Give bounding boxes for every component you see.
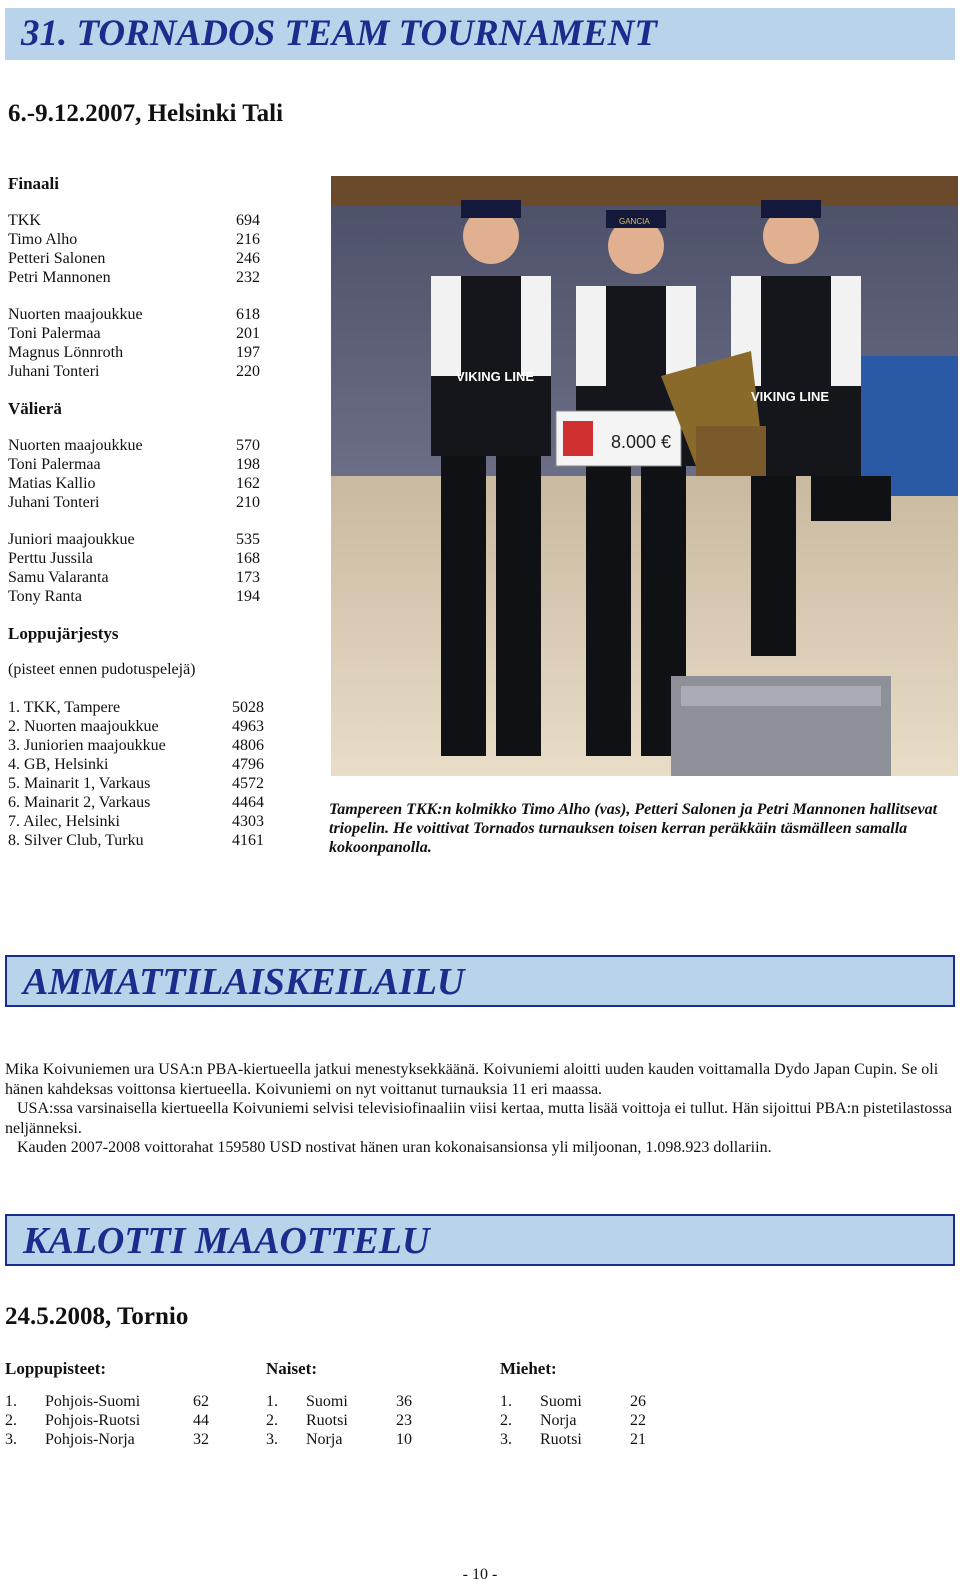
- photo-caption: Tampereen TKK:n kolmikko Timo Alho (vas), Petteri Salonen ja Petri Mannonen hallitsevat triopelin. He voittivat Tornados turnauksen toisen kerran peräkkäin täsmälleen samalla kokoonpanolla.: [329, 801, 938, 856]
- pro-banner: [5, 955, 955, 1007]
- final-heading: Finaali: [8, 174, 60, 193]
- rank: 2.: [5, 1412, 17, 1429]
- page-number: - 10 -: [462, 1566, 498, 1583]
- column-heading: Miehet:: [500, 1359, 557, 1378]
- tournament-banner: [5, 8, 955, 60]
- points: 62: [193, 1393, 209, 1410]
- player-score: 194: [236, 588, 260, 605]
- standings-team: 6. Mainarit 2, Varkaus: [8, 794, 151, 811]
- sign-text: 8.000 €: [611, 432, 672, 452]
- player-name: Toni Palermaa: [8, 325, 101, 342]
- kalotti-banner: [5, 1214, 955, 1266]
- standings-team: 8. Silver Club, Turku: [8, 832, 144, 849]
- column-heading: Loppupisteet:: [5, 1359, 107, 1378]
- rank: 3.: [5, 1431, 17, 1448]
- team: Ruotsi: [540, 1431, 582, 1448]
- pro-article: [5, 1060, 955, 1158]
- standings-team: 2. Nuorten maajoukkue: [8, 718, 159, 735]
- player-name: Magnus Lönnroth: [8, 344, 124, 361]
- team-name: Nuorten maajoukkue: [8, 437, 143, 454]
- player-name: Perttu Jussila: [8, 550, 93, 567]
- standings-score: 4963: [232, 718, 264, 735]
- team-total: 535: [236, 531, 260, 548]
- column-heading: Naiset:: [266, 1359, 317, 1378]
- team-total: 618: [236, 306, 260, 323]
- kalotti-title: KALOTTI MAAOTTELU: [23, 1220, 430, 1262]
- pro-paragraph: USA:ssa varsinaisella kiertueella Koivuniemi selvisi televisiofinaaliin viisi kertaa, mutta lisää voittoja ei tullut. Hän sijoittui PBA:n pistetilastossa neljänneksi.: [5, 1100, 952, 1137]
- team-total: 570: [236, 437, 260, 454]
- shirt-text-right: VIKING LINE: [751, 389, 830, 404]
- rank: 1.: [500, 1393, 512, 1410]
- player-name: Timo Alho: [8, 231, 78, 248]
- rank: 3.: [266, 1431, 278, 1448]
- player-score: 220: [236, 363, 260, 380]
- standings-score: 4464: [232, 794, 264, 811]
- team: Pohjois-Ruotsi: [45, 1412, 141, 1429]
- points: 26: [630, 1393, 646, 1410]
- standings-heading: Loppujärjestys: [8, 624, 119, 643]
- player-score: 232: [236, 269, 260, 286]
- team: Ruotsi: [306, 1412, 348, 1429]
- standings-team: 1. TKK, Tampere: [8, 699, 121, 716]
- points: 36: [396, 1393, 412, 1410]
- team: Pohjois-Norja: [45, 1431, 135, 1448]
- rank: 3.: [500, 1431, 512, 1448]
- points: 21: [630, 1431, 646, 1448]
- standings-score: 4303: [232, 813, 264, 830]
- standings-team: 4. GB, Helsinki: [8, 756, 109, 773]
- points: 44: [193, 1412, 209, 1429]
- player-score: 198: [236, 456, 260, 473]
- tournament-title: 31. TORNADOS TEAM TOURNAMENT: [21, 13, 657, 54]
- team: Norja: [540, 1412, 577, 1429]
- player-name: Matias Kallio: [8, 475, 96, 492]
- player-score: 168: [236, 550, 260, 567]
- rank: 2.: [500, 1412, 512, 1429]
- standings-team: 3. Juniorien maajoukkue: [8, 737, 166, 754]
- points: 22: [630, 1412, 646, 1429]
- player-name: Toni Palermaa: [8, 456, 101, 473]
- team: Suomi: [306, 1393, 348, 1410]
- standings-score: 5028: [232, 699, 264, 716]
- standings-note: (pisteet ennen pudotuspelejä): [8, 661, 196, 678]
- points: 23: [396, 1412, 412, 1429]
- team-total: 694: [236, 212, 260, 229]
- shirt-text-left: VIKING LINE: [456, 369, 535, 384]
- player-score: 216: [236, 231, 260, 248]
- rank: 1.: [266, 1393, 278, 1410]
- player-score: 201: [236, 325, 260, 342]
- rank: 2.: [266, 1412, 278, 1429]
- kalotti-date-place: 24.5.2008, Tornio: [5, 1303, 189, 1330]
- pro-title: AMMATTILAISKEILAILU: [23, 961, 465, 1003]
- tournament-date-place: 6.-9.12.2007, Helsinki Tali: [8, 100, 284, 127]
- rank: 1.: [5, 1393, 17, 1410]
- standings-team: 5. Mainarit 1, Varkaus: [8, 775, 151, 792]
- team-name: Nuorten maajoukkue: [8, 306, 143, 323]
- team-name: Juniori maajoukkue: [8, 531, 135, 548]
- semi-heading: Välierä: [8, 399, 62, 418]
- player-score: 246: [236, 250, 260, 267]
- player-score: 197: [236, 344, 260, 361]
- points: 10: [396, 1431, 412, 1448]
- player-name: Petri Mannonen: [8, 269, 111, 286]
- team: Pohjois-Suomi: [45, 1393, 141, 1410]
- cap-text: GANCIA: [619, 217, 650, 226]
- player-name: Juhani Tonteri: [8, 494, 100, 511]
- standings-team: 7. Ailec, Helsinki: [8, 813, 120, 830]
- player-score: 162: [236, 475, 260, 492]
- player-name: Samu Valaranta: [8, 569, 109, 586]
- player-score: 173: [236, 569, 260, 586]
- player-score: 210: [236, 494, 260, 511]
- standings-score: 4572: [232, 775, 264, 792]
- points: 32: [193, 1431, 209, 1448]
- standings-score: 4796: [232, 756, 264, 773]
- team-photo: [331, 176, 958, 776]
- team-name: TKK: [8, 212, 41, 229]
- standings-score: 4161: [232, 832, 264, 849]
- team: Norja: [306, 1431, 343, 1448]
- pro-paragraph: Kauden 2007-2008 voittorahat 159580 USD nostivat hänen uran kokonaisansionsa yli miljoonan, 1.098.923 dollariin.: [17, 1139, 772, 1156]
- team: Suomi: [540, 1393, 582, 1410]
- pro-paragraph: Mika Koivuniemen ura USA:n PBA-kiertueella jatkui menestyksekkäänä. Koivuniemi aloitti uuden kauden voittamalla Dydo Japan Cupin. Se oli hänen kahdeksas voittonsa kiertueella. Koivuniemi on nyt voittanut turnauksia 11 eri maassa.: [5, 1061, 939, 1098]
- player-name: Tony Ranta: [8, 588, 82, 605]
- standings-score: 4806: [232, 737, 264, 754]
- player-name: Petteri Salonen: [8, 250, 106, 267]
- player-name: Juhani Tonteri: [8, 363, 100, 380]
